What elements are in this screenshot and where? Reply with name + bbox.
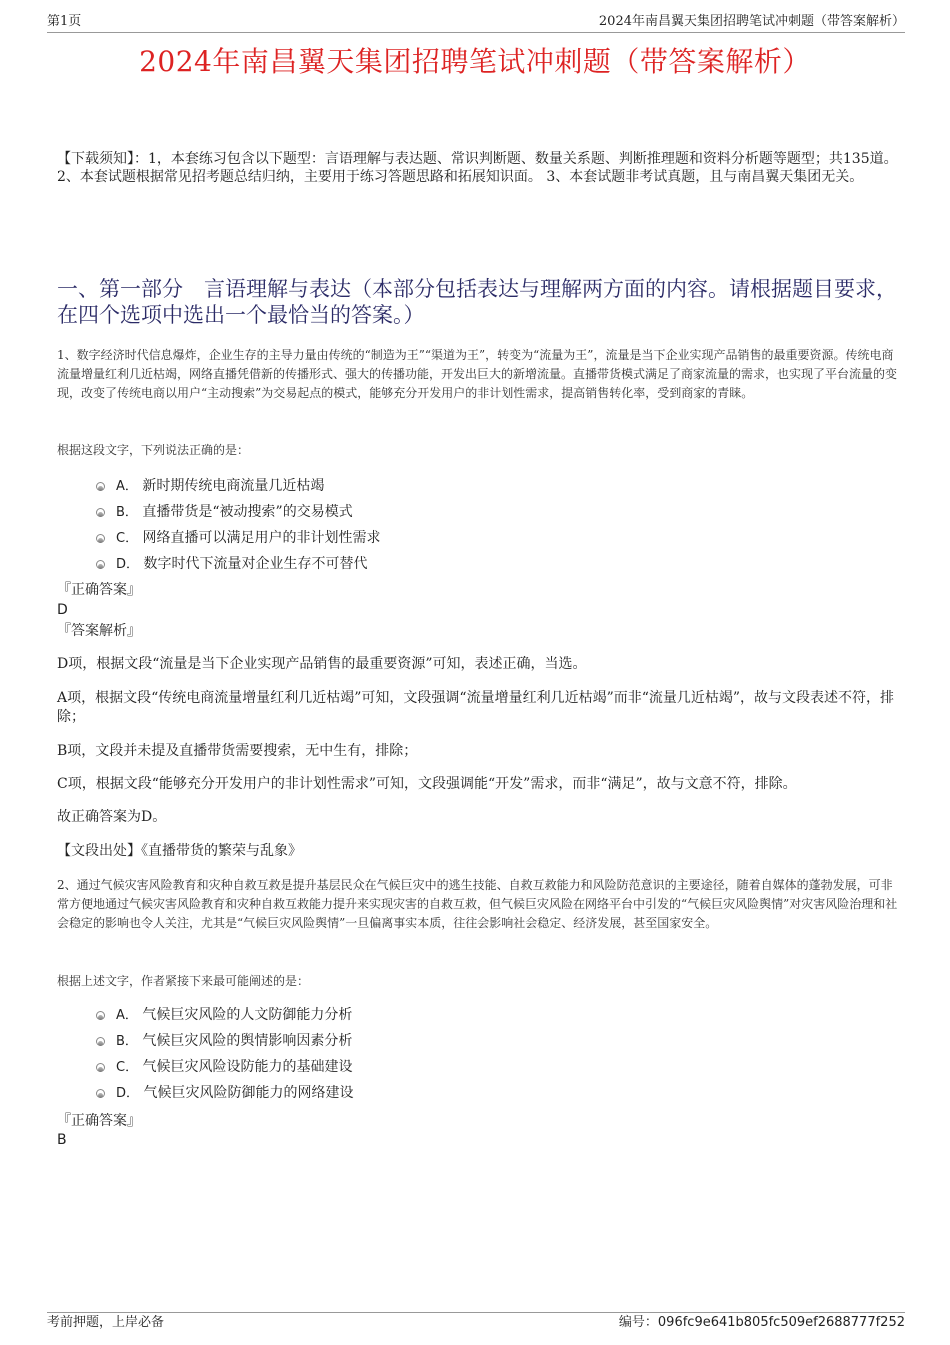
q2-prompt: 根据上述文字，作者紧接下来最可能阐述的是： <box>57 974 310 988</box>
header-doc-title: 2024年南昌翼天集团招聘笔试冲刺题（带答案解析） <box>598 14 905 29</box>
q2-option-c[interactable]: C． 气候巨灾风险设防能力的基础建设 <box>96 1054 353 1080</box>
radio-icon[interactable] <box>96 508 105 517</box>
q1-option-d[interactable]: D． 数字时代下流量对企业生存不可替代 <box>96 551 381 577</box>
footer-slogan: 考前押题，上岸必备 <box>47 1315 165 1330</box>
q2-option-a[interactable]: A． 气候巨灾风险的人文防御能力分析 <box>96 1002 353 1028</box>
page-title: 2024年南昌翼天集团招聘笔试冲刺题（带答案解析） <box>139 45 811 78</box>
radio-icon[interactable] <box>96 482 105 491</box>
q1-stem: 1、数字经济时代信息爆炸，企业生存的主导力量由传统的“制造为王”“渠道为王”，转变为“流量为王”，流量是当下企业实现产品销售的最重要资源。传统电商流量增量红利几近枯竭，网络直播凭借新的传播形式、强大的传播功能，开发出巨大的新增流量。直播带货模式满足了商家流量的需求，也实现了平台流量的变现，改变了传统电商以用户“主动搜索”为交易起点的模式，能够充分开发用户的非计划性需求，提高销售转化率，受到商家的青睐。 <box>57 348 898 400</box>
download-notice: 【下载须知】：1，本套练习包含以下题型：言语理解与表达题、常识判断题、数量关系题、判断推理题和资料分析题等题型；共135道。 2、本套试题根据常见招考题总结归纳，主要用于练习答题思路和拓展知识面。 3、本套试题非考试真题，且与南昌翼天集团无关。 <box>57 151 898 185</box>
q2-option-b[interactable]: B． 气候巨灾风险的舆情影响因素分析 <box>96 1028 353 1054</box>
q2-answer: B <box>57 1132 67 1148</box>
page-number: 第1页 <box>47 14 82 29</box>
radio-icon[interactable] <box>96 560 105 569</box>
page-header <box>47 12 905 33</box>
footer-code: 编号：096fc9e641b805fc509ef2688777f252 <box>618 1315 905 1330</box>
q1-analysis-b: B项，文段并未提及直播带货需要搜索，无中生有，排除； <box>57 743 418 759</box>
q1-analysis-c: C项，根据文段“能够充分开发用户的非计划性需求”可知，文段强调能“开发”需求，而非“满足”，故与文意不符，排除。 <box>57 776 797 792</box>
q1-option-b[interactable]: B． 直播带货是“被动搜索”的交易模式 <box>96 499 381 525</box>
radio-icon[interactable] <box>96 534 105 543</box>
q1-answer: D <box>57 602 68 618</box>
radio-icon[interactable] <box>96 1011 105 1020</box>
q2-options <box>96 1002 353 1106</box>
radio-icon[interactable] <box>96 1037 105 1046</box>
q1-prompt: 根据这段文字，下列说法正确的是： <box>57 443 250 457</box>
radio-icon[interactable] <box>96 1089 105 1098</box>
q1-analysis-a: A项，根据文段“传统电商流量增量红利几近枯竭”可知，文段强调“流量增量红利几近枯竭”而非“流量几近枯竭”，故与文段表述不符，排除； <box>57 690 895 725</box>
q1-analysis-label: 『答案解析』 <box>57 623 141 639</box>
q1-option-a[interactable]: A． 新时期传统电商流量几近枯竭 <box>96 473 381 499</box>
page-footer <box>47 1312 905 1337</box>
radio-icon[interactable] <box>96 1063 105 1072</box>
q1-source: 【文段出处】《直播带货的繁荣与乱象》 <box>57 843 302 859</box>
section-title: 一、第一部分 言语理解与表达（本部分包括表达与理解两方面的内容。请根据题目要求，在四个选项中选出一个最恰当的答案。） <box>57 277 897 327</box>
q1-answer-label: 『正确答案』 <box>57 582 141 598</box>
q2-stem: 2、通过气候灾害风险教育和灾种自救互救是提升基层民众在气候巨灾中的逃生技能、自救互救能力和风险防范意识的主要途径，随着自媒体的蓬勃发展，可非常方便地通过气候灾害风险教育和灾种自救互救能力提升来实现灾害的自救互救，但气候巨灾风险在网络平台中引发的“气候巨灾风险舆情”对灾害风险治理和社会稳定的影响也令人关注，尤其是“气候巨灾风险舆情”一旦偏离事实本质，往往会影响社会稳定、经济发展，甚至国家安全。 <box>57 878 898 930</box>
q1-analysis-d: D项，根据文段“流量是当下企业实现产品销售的最重要资源”可知，表述正确，当选。 <box>57 656 587 672</box>
q1-analysis-conclusion: 故正确答案为D。 <box>57 809 167 825</box>
q2-answer-label: 『正确答案』 <box>57 1113 141 1129</box>
q1-option-c[interactable]: C． 网络直播可以满足用户的非计划性需求 <box>96 525 381 551</box>
q1-options <box>96 473 381 577</box>
q2-option-d[interactable]: D． 气候巨灾风险防御能力的网络建设 <box>96 1080 353 1106</box>
